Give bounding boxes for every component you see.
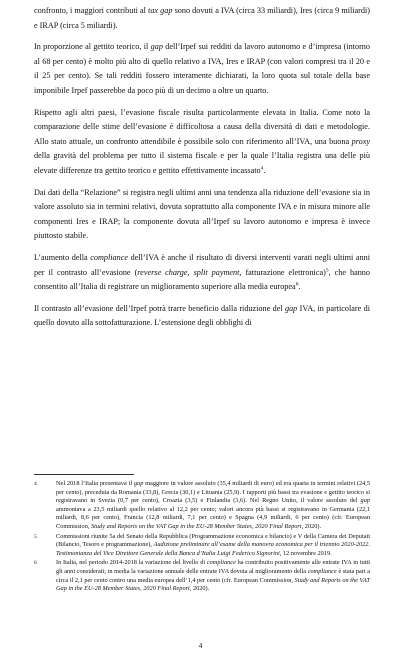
text-run: dell’IVA è anche il risultato di diversi interventi varati negli ultimi anni per il contrasto all’evasione ( xyxy=(34,252,370,277)
paragraph xyxy=(34,302,370,331)
footnote-number: 5 xyxy=(34,533,37,540)
italic-text: tax gap xyxy=(148,6,173,15)
text-run: , 2020). xyxy=(189,585,210,593)
text-run: dell’Irpef sui redditi da lavoro autonomo e d’impresa (intorno al 68 per cento) è molto più alto di quello relativo a IVA, Ires e IRAP (con valori compresi tra il 20 e il 25 per cento). Se tali redditi fossero interamente dichiarati, la loro quota sul totale della base imponibile Irpef passerebbe da poco più di un decimo a oltre un quarto. xyxy=(34,42,370,95)
italic-text: compliance xyxy=(206,559,236,567)
paragraph xyxy=(34,106,370,179)
footnote-reference: 6 xyxy=(295,281,299,288)
italic-text: gap xyxy=(360,497,370,505)
italic-text: Study and Reports on the VAT Gap in the EU-28 Member States, 2020 Final Report xyxy=(91,522,302,530)
paragraph xyxy=(34,186,370,244)
footnote xyxy=(34,533,370,559)
text-run: , 12 novembre 2019. xyxy=(279,549,332,557)
text-run: ammontava a 23,5 miliardi quello relativo al 12,2 per cento; valori ancora più bassi si registravano in Germania (22,1 miliardi, 8,6 per cento), Francia (12,8 miliardi, 7,1 per cento) e Spagna (4,9 miliardi, 6 per cento) (cfr. European Commission, xyxy=(56,505,370,530)
text-run: Commissioni riunite 5a del Senato della Repubblica (Programmazione economica e bilancio) e V della Camera dei Deputati (Bilancio, Tesoro e programmazione), xyxy=(56,532,370,549)
text-run: confronto, i maggiori contributi al xyxy=(34,6,149,15)
text-run: , che hanno consentito all’Italia di registrare un miglioramento superiore alla media europea xyxy=(34,267,370,292)
footnote-number: 4 xyxy=(34,481,37,487)
footnote-separator xyxy=(34,474,134,475)
text-run: della gravità del problema per tutto il sistema fiscale e per la quale l’Italia registra una delle più elevate differenze tra gettito teorico e gettito effettivamente incassato xyxy=(34,151,370,175)
text-run: . xyxy=(263,165,266,175)
footnote-number: 6 xyxy=(34,560,37,567)
italic-text: gap xyxy=(133,480,144,487)
italic-text: compliance xyxy=(90,252,129,262)
footnote-text xyxy=(56,559,370,592)
text-run: IVA, in particolare di quello dovuto alla sottofatturazione. L’estensione degli obblighi di xyxy=(34,303,370,328)
text-run: , 2020). xyxy=(301,522,322,530)
text-run: maggiore in valore assoluto (35,4 miliardi di euro) ed era quarta in termini relativi (24,5 per cento), preceduta da Romania (33,8), Grecia (30,1) e Lituania (25,9). I rapporti più bassi tra evasione e gettito teorico si registravano in Svezia (0,7 per cento), Croazia (3,5) e Finlandia (3,6). Nel Regno Unito, il valore assoluto del xyxy=(56,480,371,505)
text-run: , fatturazione elettronica) xyxy=(239,267,326,277)
italic-text: reverse charge, split payment xyxy=(137,267,240,277)
italic-text: Audizione preliminare all’esame della manovra economica per il triennio 2020-2022. Testimonianza del Vice Direttore Generale della Banca d’Italia Luigi Federico Signorini xyxy=(56,541,370,557)
italic-text: proxy xyxy=(351,136,370,146)
italic-text: gap xyxy=(150,42,163,52)
text-run: Nel 2018 l’Italia presentava il xyxy=(56,480,134,487)
italic-text: Study and Reports on the VAT Gap in the EU-28 Member States, 2020 Final Report xyxy=(56,576,370,593)
text-run: . xyxy=(298,282,301,292)
text-run: sono dovuti a IVA (circa 33 miliardi), Ires (circa 9 miliardi) e IRAP (circa 5 miliardi). xyxy=(34,6,370,30)
italic-text: compliance xyxy=(307,567,337,575)
text-run: Rispetto agli altri paesi, l’evasione fiscale risulta particolarmente elevata in Italia. Come noto la comparazione delle stime dell’evasione è difficoltosa a causa della diversità di dati e metodologie. Allo stato attuale, un confronto attendibile è possibile solo con riferimento all’IVA, una buona xyxy=(34,107,370,146)
footnote-reference: 4 xyxy=(260,165,264,172)
text-run: ha contribuito positivamente alle entrate IVA in tutti gli anni considerati; in media la variazione annuale delle entrate IVA dovuta al miglioramento della xyxy=(56,559,371,575)
text-run: L’aumento della xyxy=(34,252,91,262)
body-text xyxy=(34,4,370,338)
footnotes xyxy=(34,480,370,595)
footnote-text xyxy=(56,533,370,557)
italic-text: gap xyxy=(284,303,298,313)
paragraph xyxy=(34,40,370,98)
text-run: In proporzione al gettito teorico, il xyxy=(34,42,151,52)
text-run: Dai dati della “Relazione” si registra negli ultimi anni una tendenza alla riduzione dell’evasione sia in valore assoluto sia in termini relativi, dovuta soprattutto alla componente IVA e in misura minore alle componenti Ires e IRAP; la componente dovuta all’Irpef su lavoro autonomo e impresa è invece piuttosto stabile. xyxy=(34,187,370,241)
footnote xyxy=(34,480,370,532)
paragraph xyxy=(34,4,370,33)
footnote-text xyxy=(56,480,370,530)
footnote xyxy=(34,559,370,593)
page-number: 4 xyxy=(198,641,203,650)
text-run: In Italia, nel periodo 2014-2018 la variazione del livello di xyxy=(56,559,207,567)
footnote-reference: 5 xyxy=(325,266,329,273)
paragraph xyxy=(34,251,370,295)
text-run: è stata pari a circa il 2,1 per cento contro una media europea dell’1,4 per cento (cfr. European Commission, xyxy=(56,567,371,584)
text-run: Il contrasto all’evasione dell’Irpef potrà trarre beneficio dalla riduzione del xyxy=(34,303,285,313)
